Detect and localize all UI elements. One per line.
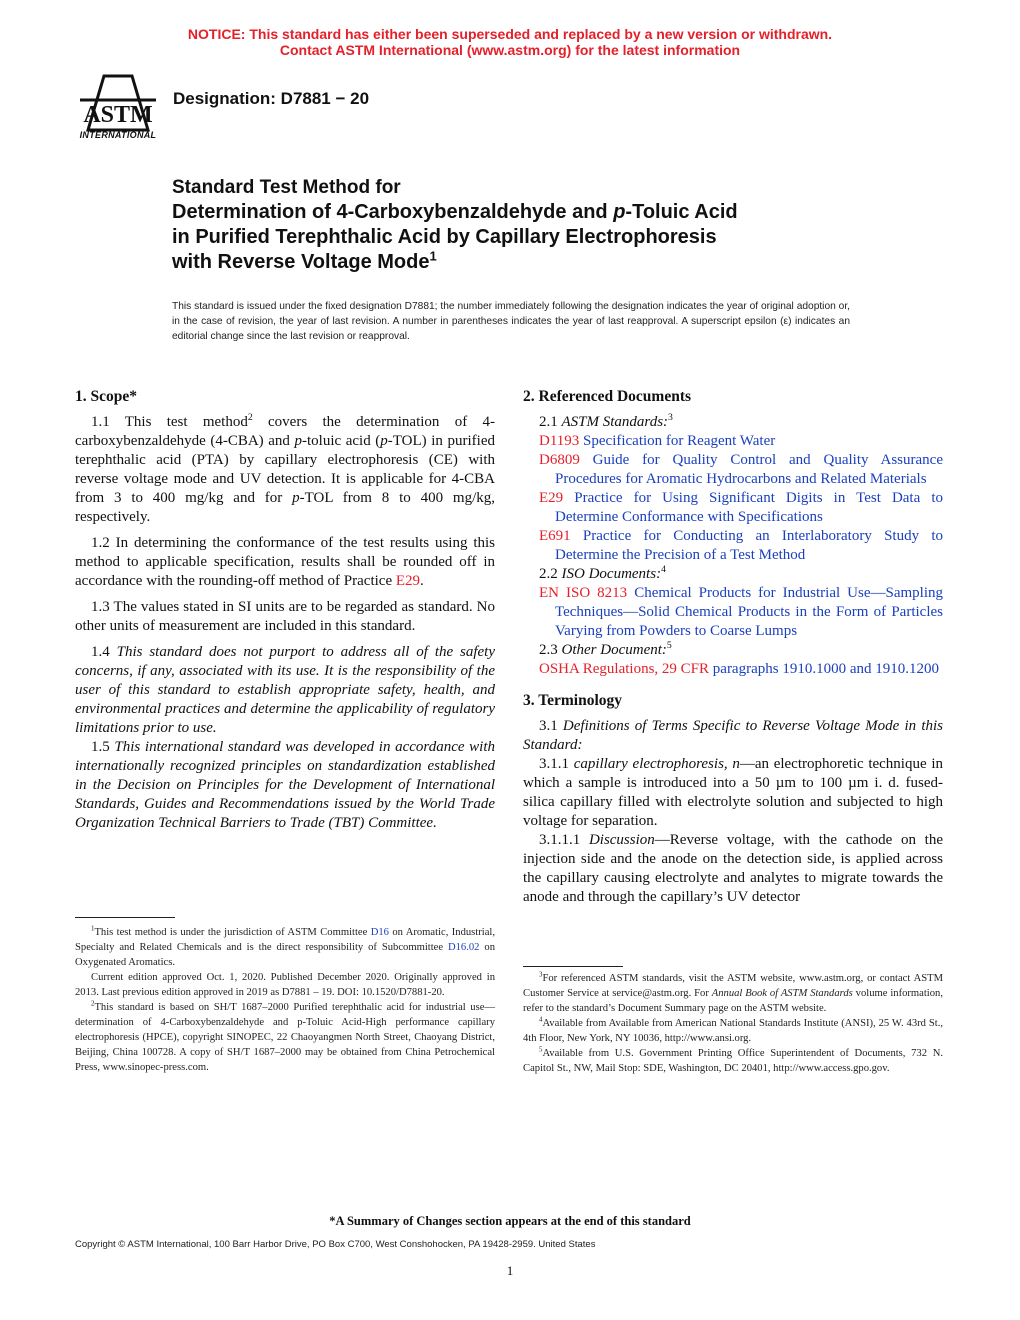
- footnote-3: $^3$For referenced ASTM standards, visit the ASTM website, www.astm.org, or contact ASTM Customer Service at service@astm.org. For Annual Book of ASTM Standards volume information, refer to the standard’s Document Summary page on the ASTM website.: [523, 971, 943, 1014]
- title-line-2: Determination of 4-Carboxybenzaldehyde and p-Toluic Acid: [172, 201, 738, 223]
- footnote-1: $^1$This test method is under the jurisdiction of ASTM Committee D16 on Aromatic, Industrial, Specialty and Related Chemicals and is the direct responsibility of Subcommittee D16.02 on Oxygenated Aromatics.: [75, 925, 495, 968]
- document-title: [172, 175, 892, 275]
- refdocs-section: [523, 387, 943, 907]
- scope-para-1-4: 1.4 This standard does not purport to address all of the safety concerns, if any, associated with its use. It is the responsibility of the user of this standard to establish appropriate safety, health, and environmental practices and determine the applicability of regulatory limitations prior to use.: [75, 644, 496, 736]
- footnote-4: $^4$Available from Available from American National Standards Institute (ANSI), 25 W. 43rd St., 4th Floor, New York, NY 10036, http://www.ansi.org.: [523, 1016, 943, 1044]
- astm-logo-caption: INTERNATIONAL: [79, 130, 157, 140]
- title-line-4: with Reverse Voltage Mode$^1$: [172, 248, 437, 273]
- notice-line-1: NOTICE: This standard has either been superseded and replaced by a new version or withdrawn.: [187, 26, 833, 42]
- link-e29[interactable]: E29: [395, 573, 421, 589]
- notice-line-2: Contact ASTM International (www.astm.org) for the latest information: [279, 42, 741, 58]
- other-document-label: 2.3 Other Document:$^5$: [539, 640, 672, 658]
- ref-item-e691: E691 Practice for Conducting an Interlaboratory Study to Determine the Precision of a Test Method: [539, 528, 943, 563]
- copyright-line: Copyright © ASTM International, 100 Barr Harbor Drive, PO Box C700, West Conshohocken, PA 19428-2959. United States: [75, 1239, 596, 1250]
- astm-logo-letters: ASTM: [83, 102, 153, 128]
- terminology-para-3-1: 3.1 Definitions of Terms Specific to Reverse Voltage Mode in this Standard:: [523, 718, 944, 753]
- scope-section: [75, 387, 495, 833]
- footnote-rule-right: [523, 966, 623, 967]
- title-line-1: Standard Test Method for: [172, 177, 401, 198]
- scope-para-1-2: 1.2 In determining the conformance of the test results using this method to applicable specification, results shall be rounded off in accordance with the rounding-off method of Practice E29.: [75, 535, 495, 589]
- refdocs-heading: 2. Referenced Documents: [523, 388, 692, 405]
- footnotes-left: [75, 925, 495, 1075]
- astm-standards-label: 2.1 ASTM Standards:$^3$: [539, 412, 673, 430]
- ref-item-osha: OSHA Regulations, 29 CFR paragraphs 1910.1000 and 1910.1200: [539, 661, 939, 677]
- scope-para-1-5: 1.5 This international standard was developed in accordance with internationally recognized principles on standardization established in the Decision on Principles for the Development of International Standards, Guides and Recommendations issued by the World Trade Organization Technical Barriers to Trade (TBT) Committee.: [75, 739, 495, 831]
- footnotes-right: [523, 971, 943, 1076]
- iso-documents-label: 2.2 ISO Documents:$^4$: [539, 564, 666, 582]
- title-line-3: in Purified Terephthalic Acid by Capillary Electrophoresis: [172, 226, 717, 248]
- footnote-rule-left: [75, 917, 175, 918]
- scope-para-1-1: 1.1 This test method$^2$ covers the determination of 4-carboxybenzaldehyde (4-CBA) and p-toluic acid (p-TOL) in purified terephthalic acid (PTA) by capillary electrophoresis (CE) with reverse voltage mode and UV detection. It is applicable for 4-CBA from 3 to 400 mg/kg and for p-TOL from 8 to 400 mg/kg, respectively.: [75, 412, 495, 525]
- footnote-2: $^2$This standard is based on SH/T 1687–2000 Purified terephthalic acid for industrial use—determination of 4-Carboxybenzaldehyde and p-Toluic Acid-High performance capillary electrophoresis (HPCE), copyright SINOPEC, 22 Chaoyangmen North Street, Chaoyang District, Beijing, China 100728. A copy of SH/T 1687–2000 may be obtained from China Petrochemical Press, www.sinopec-press.com.: [75, 1000, 495, 1073]
- page-number: 1: [506, 1263, 514, 1278]
- terminology-para-3-1-1-1: 3.1.1.1 Discussion—Reverse voltage, with the cathode on the injection side and the anode on the detection side, is applied across the capillary causing electrolyte and analytes to migrate towards the anode and through the capillary’s UV detector: [523, 832, 944, 905]
- designation: Designation: D7881 − 20: [173, 89, 370, 108]
- issuance-note: This standard is issued under the fixed designation D7881; the number immediately following the designation indicates the year of original adoption or, in the case of revision, the year of last revision. A number in parentheses indicates the year of last reapproval. A superscript epsilon (ε) indicates an editorial change since the last revision or reapproval.: [172, 301, 850, 342]
- ref-item-d1193: D1193 Specification for Reagent Water: [539, 433, 776, 449]
- summary-of-changes-note: *A Summary of Changes section appears at the end of this standard: [329, 1214, 691, 1228]
- ref-item-en-iso-8213: EN ISO 8213 Chemical Products for Industrial Use—Sampling Techniques—Solid Chemical Products in the Form of Particles Varying from Powders to Coarse Lumps: [539, 585, 943, 639]
- footnote-5: $^5$Available from U.S. Government Printing Office Superintendent of Documents, 732 N. Capitol St., NW, Mail Stop: SDE, Washington, DC 20401, http://www.access.gpo.gov.: [523, 1046, 943, 1074]
- terminology-heading: 3. Terminology: [523, 692, 623, 709]
- scope-heading: 1. Scope*: [75, 388, 137, 405]
- scope-para-1-3: 1.3 The values stated in SI units are to be regarded as standard. No other units of measurement are included in this standard.: [75, 599, 495, 634]
- ref-item-d6809: D6809 Guide for Quality Control and Quality Assurance Procedures for Aromatic Hydrocarbons and Related Materials: [539, 452, 943, 487]
- terminology-para-3-1-1: 3.1.1 capillary electrophoresis, n—an electrophoretic technique in which a sample is introduced into a 50 µm to 100 µm i. d. fused-silica capillary filled with electrolyte solution and subjected to high voltage for separation.: [523, 756, 943, 829]
- footnote-1-edition: Current edition approved Oct. 1, 2020. Published December 2020. Originally approved in 2013. Last previous edition approved in 2019 as D7881 – 19. DOI: 10.1520/D7881-20.: [75, 972, 495, 998]
- ref-item-e29: E29 Practice for Using Significant Digits in Test Data to Determine Conformance with Specifications: [539, 490, 943, 525]
